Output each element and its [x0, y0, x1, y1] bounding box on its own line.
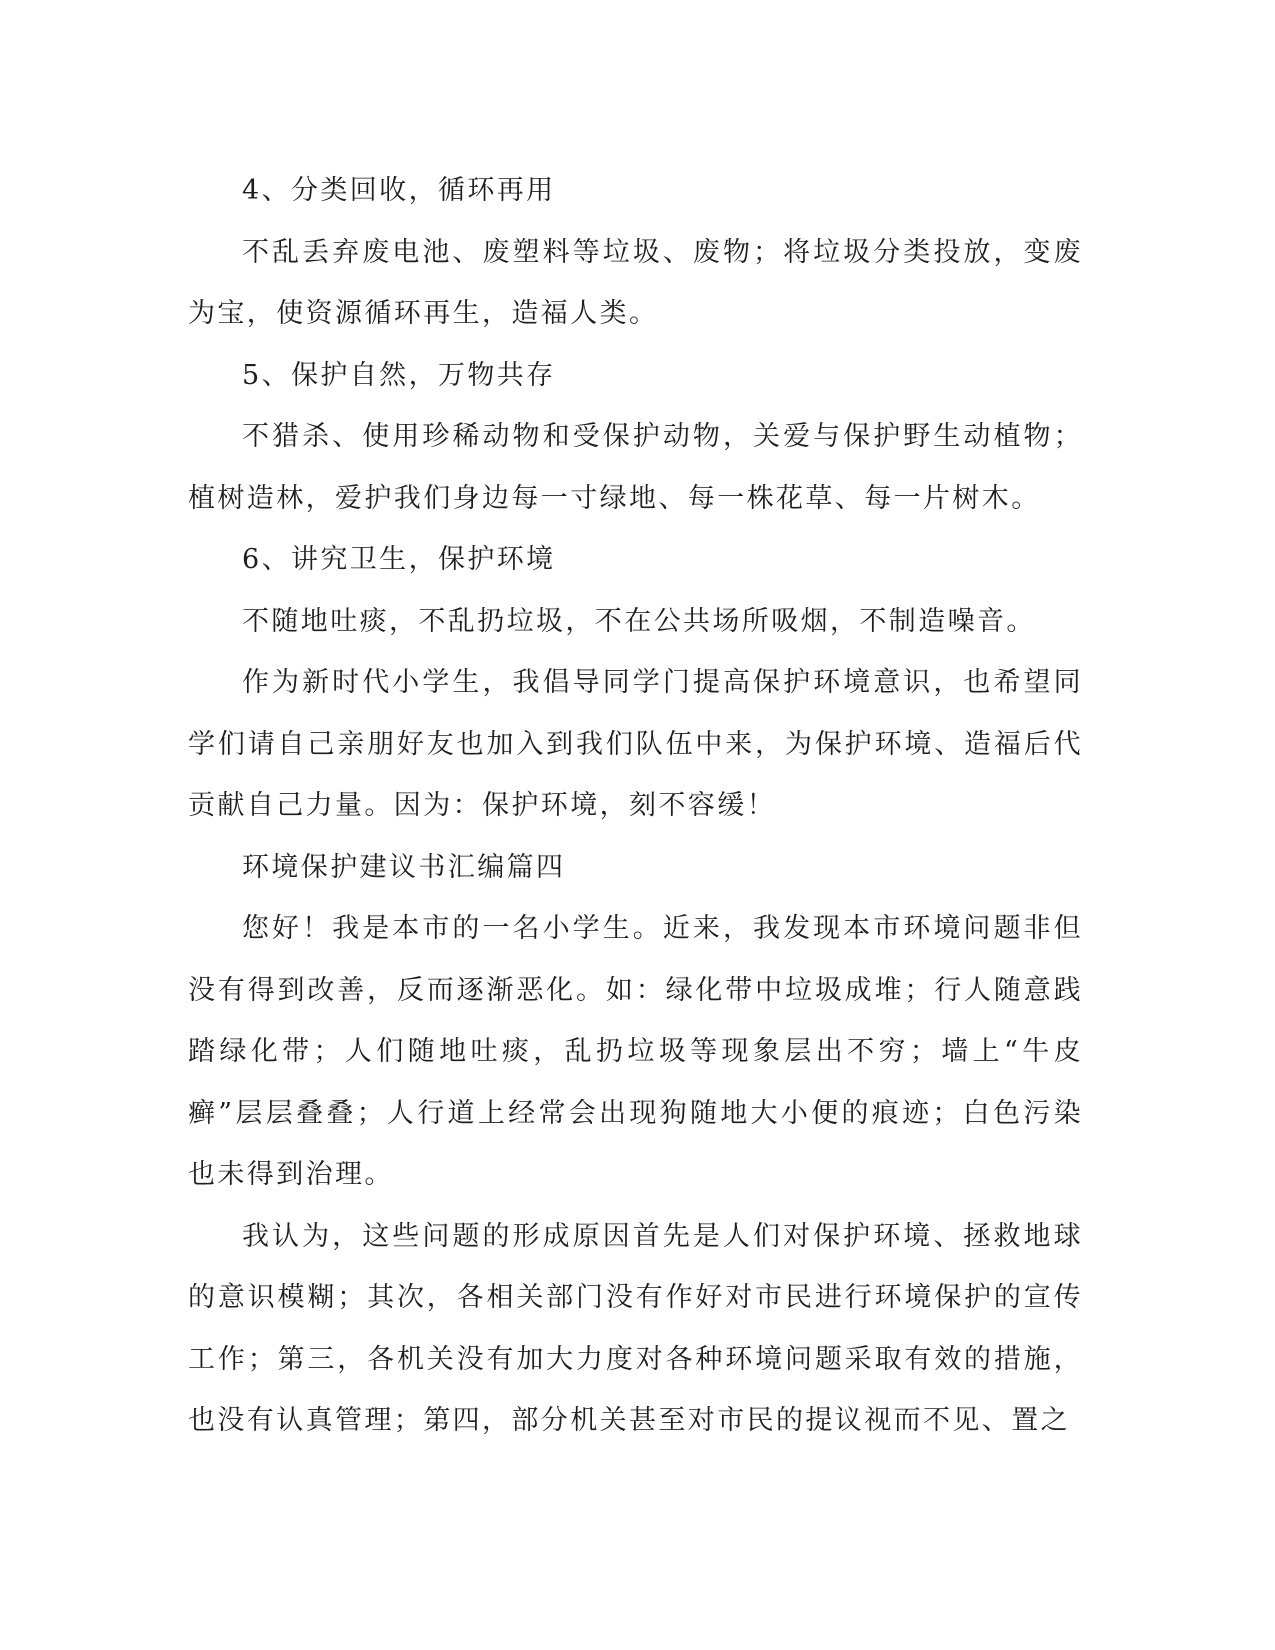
paragraph-greeting: 您好！我是本市的一名小学生。近来，我发现本市环境问题非但没有得到改善，反而逐渐恶化。如：绿化带中垃圾成堆；行人随意践踏绿化带；人们随地吐痰，乱扔垃圾等现象层出不穷；墙上“牛皮癣”层层叠叠；人行道上经常会出现狗随地大小便的痕迹；白色污染也未得到治理。: [188, 913, 1083, 1190]
paragraph-appeal: 作为新时代小学生，我倡导同学门提高保护环境意识，也希望同学们请自己亲朋好友也加入到我们队伍中来，为保护环境、造福后代贡献自己力量。因为：保护环境，刻不容缓！: [188, 667, 1083, 821]
article-title: 环境保护建议书汇编篇四: [242, 851, 566, 883]
paragraph-causes: 我认为，这些问题的形成原因首先是人们对保护环境、拯救地球的意识模糊；其次，各相关部门没有作好对市民进行环境保护的宣传工作；第三，各机关没有加大力度对各种环境问题采取有效的措施，也没有认真管理；第四，部分机关甚至对市民的提议视而不见、置之: [188, 1220, 1083, 1436]
paragraph-recycling: 不乱丢弃废电池、废塑料等垃圾、废物；将垃圾分类投放，变废为宝，使资源循环再生，造福人类。: [188, 236, 1083, 329]
section-heading-5: 5、保护自然，万物共存: [242, 359, 556, 391]
section-heading-4: 4、分类回收，循环再用: [242, 175, 556, 206]
paragraph-hygiene: 不随地吐痰，不乱扔垃圾，不在公共场所吸烟，不制造噪音。: [242, 605, 1036, 637]
paragraph-nature: 不猎杀、使用珍稀动物和受保护动物，关爱与保护野生动植物；植树造林，爱护我们身边每一寸绿地、每一株花草、每一片树木。: [188, 421, 1083, 514]
document-body: [188, 160, 1083, 1452]
section-heading-6: 6、讲究卫生，保护环境: [242, 544, 556, 575]
